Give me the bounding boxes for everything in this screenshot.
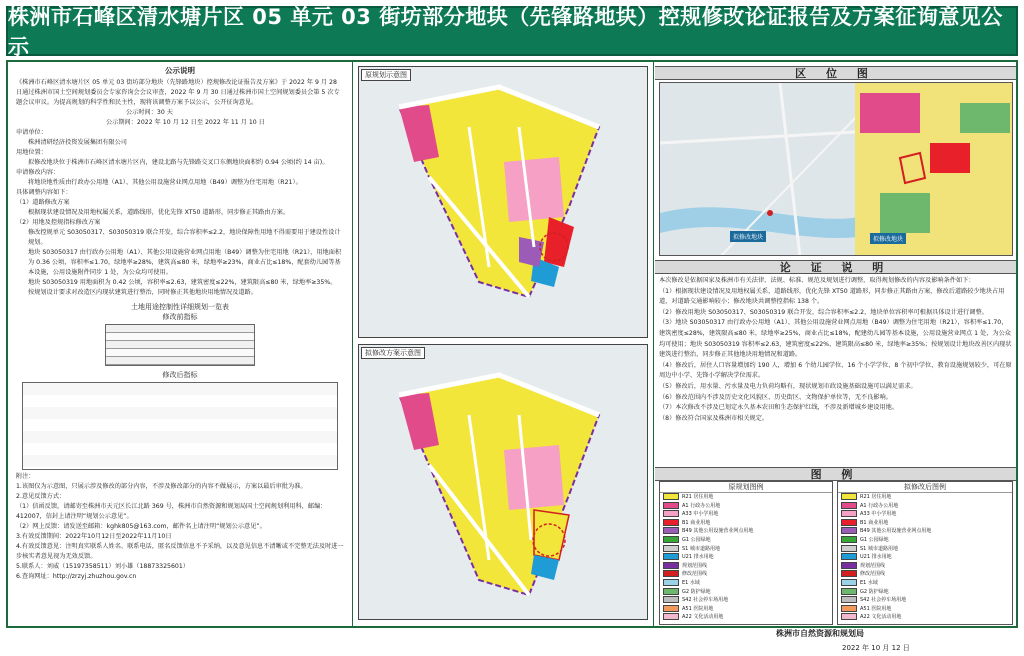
legend-item xyxy=(838,553,1012,562)
detail-item-5-text: 按规划设计要求对改造区内现状建筑进行整治，同时修正其他地块用地情况及道路。 xyxy=(28,289,257,296)
legend-item xyxy=(838,493,1012,502)
legend-label: A22 文化活动用地 xyxy=(860,614,902,621)
legend-label: E1 水域 xyxy=(682,579,700,586)
remark-line: 2.意见反馈方式： xyxy=(16,493,66,500)
legend-label: G2 防护绿地 xyxy=(860,588,889,595)
legend-swatch xyxy=(663,605,679,612)
legend-label: 规划范围线 xyxy=(682,562,708,569)
remark-line: 3.有效反馈期间：2022年10月12日至2022年11月10日 xyxy=(16,533,172,540)
legend-item xyxy=(838,596,1012,605)
detail-item-2-text: 修改控规单元 S03050317、S03050319 联合开发，综合容积率≤2.2，地块保障性用地不得需要用于建设性设计规划。 xyxy=(28,229,341,246)
table2-title: 修改后指标 xyxy=(162,371,198,379)
legend-label: 修改范围线 xyxy=(682,571,708,578)
legend-item xyxy=(660,579,832,588)
legend-label: B49 其他公用设施营业网点用地 xyxy=(860,528,932,535)
legend-label: G2 防护绿地 xyxy=(682,588,711,595)
applicant-label: 申请单位： xyxy=(16,129,47,136)
legend-item xyxy=(660,596,832,605)
detail-item-1: （1）道路修改方案 xyxy=(16,199,70,206)
legend-swatch xyxy=(841,596,857,603)
legend-section xyxy=(655,467,1016,626)
notice-column xyxy=(8,62,353,626)
legend-label: B1 商业用地 xyxy=(860,519,889,526)
legend-item xyxy=(660,613,832,622)
table-row xyxy=(106,357,254,365)
notice-period: 公示时间：30 天 xyxy=(126,109,173,116)
table-row xyxy=(106,349,254,357)
poster-frame xyxy=(6,60,1018,628)
legend-label: S1 城市道路用地 xyxy=(860,545,898,552)
scope-value: 拟修改地块位于株洲市石峰区清水塘片区内，建设北路与先锋路交叉口东侧地块面积约 0.94 公顷(约 14 亩)。 xyxy=(28,159,329,166)
legend-item xyxy=(838,562,1012,571)
table-before xyxy=(105,324,255,366)
legend-item xyxy=(838,502,1012,511)
original-plan-drawing xyxy=(359,67,647,337)
legend-swatch xyxy=(841,562,857,569)
issuing-organization: 株洲市自然资源和规划局 xyxy=(776,629,864,638)
legend-original-title: 原规划图例 xyxy=(660,482,832,493)
notice-dates: 公示期间：2022 年 10 月 12 日至 2022 年 11 月 10 日 xyxy=(106,119,265,126)
note-line: 本次修改是依据国家及株洲市有关法律、法规、标准、规范及规划进行调整，取得规划修改的内容及影响条件如下： xyxy=(659,277,975,284)
note-line: （3）地块 S03050317 由行政办公用地（A1）、其他公用设施营业网点用地（B49）调整为住宅用地（R21），容积率≤1.70，建筑密度≤28%，建筑限高≤80 米，绿地率≥25%，商业占比≤18%，配建幼儿园等基本设施，公用设施营业网点 1 处，为公众均可使用；地块 S03050319 容积率≤2.63，建筑密度≤22%，建筑限高≤80 米，绿地率≥35%；按规划设计地块改善区内现状建筑进行整治，同步修正其他地块用地情况和道路。 xyxy=(659,319,1012,359)
table-row xyxy=(106,341,254,349)
legend-swatch xyxy=(841,510,857,517)
right-column xyxy=(655,62,1016,626)
remark-line: （1）信函反馈，请邮寄至株洲市天元区长江北路 369 号，株洲市自然资源和规划局国土空间规划利用科，邮编：412007，信封上请注明“规划公示意见”。 xyxy=(16,503,327,520)
legend-label: U21 排水用地 xyxy=(682,554,714,561)
legend-original xyxy=(659,481,833,625)
legend-swatch xyxy=(663,588,679,595)
remark-line: 1.该图仅为示意图，只展示涉及修改的部分内容，不涉及修改部分的内容不做展示，方案以最后审批为准。 xyxy=(16,483,307,490)
location-map xyxy=(659,82,1013,256)
legend-swatch xyxy=(841,588,857,595)
table-row xyxy=(106,333,254,341)
original-plan-label: 原规划示意图 xyxy=(361,69,411,81)
legend-swatch xyxy=(663,527,679,534)
legend-item xyxy=(660,536,832,545)
note-line: （8）修改符合国家及株洲市相关规定。 xyxy=(659,414,769,422)
legend-item xyxy=(838,570,1012,579)
legend-swatch xyxy=(841,519,857,526)
remark-line: 4.有效反馈意见：注明真实联系人姓名、联系电话，匿名反馈信息不予采纳，以及意见信息不清晰或不完整无法及时进一步核实者意见视为无效反馈。 xyxy=(16,543,344,560)
note-line: （5）修改后，用水量、污水量及电力负荷均略有，现状规划市政设施基础设施可以满足需求。 xyxy=(659,382,917,390)
remark-line: （2）网上反馈：请发送至邮箱：kghk805@163.com，邮件名上请注明“规划公示意见”。 xyxy=(16,523,266,530)
legend-swatch xyxy=(841,605,857,612)
notes-heading: 论 证 说 明 xyxy=(655,260,1016,274)
notice-intro: 《株洲市石峰区清水塘片区 05 单元 03 街坊部分地块（先锋路地块）控规修改论证报告及方案》于 2022 年 9 月 28 日通过株洲市国土空间规划委员会专家咨询会会议审查，2022 年 9 月 30 日通过株洲市国土空间规划委员会第 5 次专题会议审议。为提高规划的科学性和民主性，现将该调整方案予以公示，公开征询意见。 xyxy=(16,79,340,106)
legend-swatch xyxy=(841,493,857,500)
legend-item xyxy=(660,570,832,579)
legend-swatch xyxy=(841,613,857,620)
legend-revised-title: 拟修改后图例 xyxy=(838,482,1012,493)
legend-swatch xyxy=(663,579,679,586)
notice-title: 公示说明 xyxy=(165,66,195,75)
legend-item xyxy=(838,510,1012,519)
legend-item xyxy=(838,605,1012,614)
legend-swatch xyxy=(663,510,679,517)
legend-heading: 图 例 xyxy=(655,467,1016,481)
note-line: （6）修改范围内不涉及历史文化风貌区、历史街区、文物保护单位等，无不良影响。 xyxy=(659,393,892,401)
note-line: （7）本次修改不涉及已划定永久基本农田和生态保护红线，不涉及新增城乡建设用地。 xyxy=(659,404,899,412)
location-map-drawing xyxy=(660,83,1013,256)
legend-item xyxy=(660,510,832,519)
legend-label: A33 中小学用地 xyxy=(860,511,897,518)
legend-label: S42 社会停车场用地 xyxy=(860,597,907,604)
legend-revised xyxy=(837,481,1013,625)
revised-plan-map xyxy=(358,344,648,620)
note-line: （2）修改用地块 S03050317、S03050319 联合开发，综合容积率≤2.2，地块单位容积率可根据具体设计进行调整。 xyxy=(659,308,988,316)
note-line: （1）根据现状建设情况及用地权属关系，道路线形，优化先锋 XT50 道路形，同步修正其路由方案，修改后道路较少地块占用道，对道路交通影响较小；修改地块共调整控指标 138 个。 xyxy=(659,287,1005,306)
legend-swatch xyxy=(663,613,679,620)
legend-item xyxy=(660,605,832,614)
legend-item xyxy=(838,613,1012,622)
legend-item xyxy=(660,588,832,597)
legend-label: R21 居住用地 xyxy=(682,494,714,500)
legend-swatch xyxy=(663,502,679,509)
legend-item xyxy=(838,579,1012,588)
legend-item xyxy=(838,527,1012,536)
demonstration-notes xyxy=(659,276,1013,424)
legend-label: A1 行政办公用地 xyxy=(860,502,899,509)
legend-label: S42 社会停车场用地 xyxy=(682,597,729,604)
legend-label: G1 公园绿地 xyxy=(682,536,711,543)
table-after xyxy=(22,382,338,470)
scope-label: 用地位置： xyxy=(16,149,47,156)
legend-item xyxy=(660,519,832,528)
remark-line: 5.联系人：刘威（15197358511）刘小雄（18873325601） xyxy=(16,563,189,570)
legend-swatch xyxy=(663,536,679,543)
legend-swatch xyxy=(841,502,857,509)
legend-swatch xyxy=(663,545,679,552)
issue-date: 2022 年 10 月 12 日 xyxy=(842,644,910,652)
legend-swatch xyxy=(663,493,679,500)
table-row xyxy=(106,325,254,333)
location-tag-left: 拟修改地块 xyxy=(730,231,766,242)
detail-item-2: （2）用地及控规指标修改方案 xyxy=(16,219,101,226)
location-tag-right: 拟修改地块 xyxy=(870,233,906,244)
legend-item xyxy=(838,536,1012,545)
legend-item xyxy=(660,553,832,562)
page-title: 株洲市石峰区清水塘片区 05 单元 03 街坊部分地块（先锋路地块）控规修改论证报告及方案征询意见公示 xyxy=(6,6,1018,56)
original-plan-map xyxy=(358,66,648,338)
legend-label: B1 商业用地 xyxy=(682,519,711,526)
table1-subtitle: 修改前指标 xyxy=(162,313,198,321)
legend-label: U21 排水用地 xyxy=(860,554,892,561)
content-value: 将地块地性质由行政办公用地（A1）、其他公用设施营业网点用地（B49）调整为住宅用地（R21）。 xyxy=(28,179,302,186)
legend-label: R21 居住用地 xyxy=(860,494,892,500)
table1-title: 土地用途控制性详细规划一览表 xyxy=(131,303,229,311)
detail-item-3-text: 地块 S03050317 由行政办公用地（A1）、其他公用设施营业网点用地（B49）调整为住宅用地（R21），用地面积为 0.36 公顷，容积率≤1.70，绿地率≥28%，建筑高≤80 米，绿地率≥23%，商业占比≤18%，配套幼儿园等基本设施，公用设施附件同步 1 处，为公众均可使用。 xyxy=(28,249,342,276)
legend-label: B49 其他公用设施营业网点用地 xyxy=(682,528,754,535)
legend-label: 规划范围线 xyxy=(860,562,886,569)
maps-column xyxy=(354,62,654,626)
legend-swatch xyxy=(663,562,679,569)
legend-label: 修改范围线 xyxy=(860,571,886,578)
legend-label: E1 水域 xyxy=(860,579,878,586)
legend-swatch xyxy=(663,519,679,526)
legend-label: A51 医院用地 xyxy=(860,605,892,612)
legend-item xyxy=(660,493,832,502)
legend-swatch xyxy=(663,570,679,577)
legend-label: G1 公园绿地 xyxy=(860,536,889,543)
legend-label: A22 文化活动用地 xyxy=(682,614,724,621)
legend-swatch xyxy=(841,536,857,543)
legend-swatch xyxy=(841,570,857,577)
note-line: （4）修改后，居住人口容量增加约 190 人，增加 6 个幼儿园学位、16 个小学学位、8 个初中学位，教育设施规划较少，可在原周边中小学、先锋小学解决学位需求。 xyxy=(659,361,1012,380)
legend-label: S1 城市道路用地 xyxy=(682,545,720,552)
legend-item xyxy=(660,545,832,554)
legend-item xyxy=(838,588,1012,597)
legend-item xyxy=(838,519,1012,528)
legend-swatch xyxy=(841,545,857,552)
legend-swatch xyxy=(663,596,679,603)
legend-swatch xyxy=(663,553,679,560)
content-label: 申请修改内容： xyxy=(16,169,60,176)
legend-label: A33 中小学用地 xyxy=(682,511,719,518)
legend-swatch xyxy=(841,527,857,534)
remarks-label: 附注： xyxy=(16,473,35,480)
legend-item xyxy=(838,545,1012,554)
revised-plan-drawing xyxy=(359,345,647,619)
legend-label: A1 行政办公用地 xyxy=(682,502,721,509)
revised-plan-label: 拟修改方案示意图 xyxy=(361,347,425,359)
legend-item xyxy=(660,562,832,571)
legend-swatch xyxy=(841,553,857,560)
detail-item-4-text: 地块 S03050319 用地面积为 0.42 公顷，容积率≤2.63，建筑密度≤22%，建筑限高≤80 米，绿地率≥35%。 xyxy=(28,279,337,286)
legend-label: A51 医院用地 xyxy=(682,605,714,612)
remark-line: 6.查询网址：http://zrzyj.zhuzhou.gov.cn xyxy=(16,573,137,580)
applicant-value: 株洲清研经济投资发展集团有限公司 xyxy=(28,139,127,146)
legend-item xyxy=(660,502,832,511)
detail-label: 具体调整内容如下： xyxy=(16,189,72,196)
location-heading: 区 位 图 xyxy=(655,66,1016,80)
legend-swatch xyxy=(841,579,857,586)
detail-item-1-text: 根据现状建设情况及用地权属关系，道路线形，优化先锋 XT50 道路形，同步修正其路由方案。 xyxy=(28,209,290,216)
legend-item xyxy=(660,527,832,536)
